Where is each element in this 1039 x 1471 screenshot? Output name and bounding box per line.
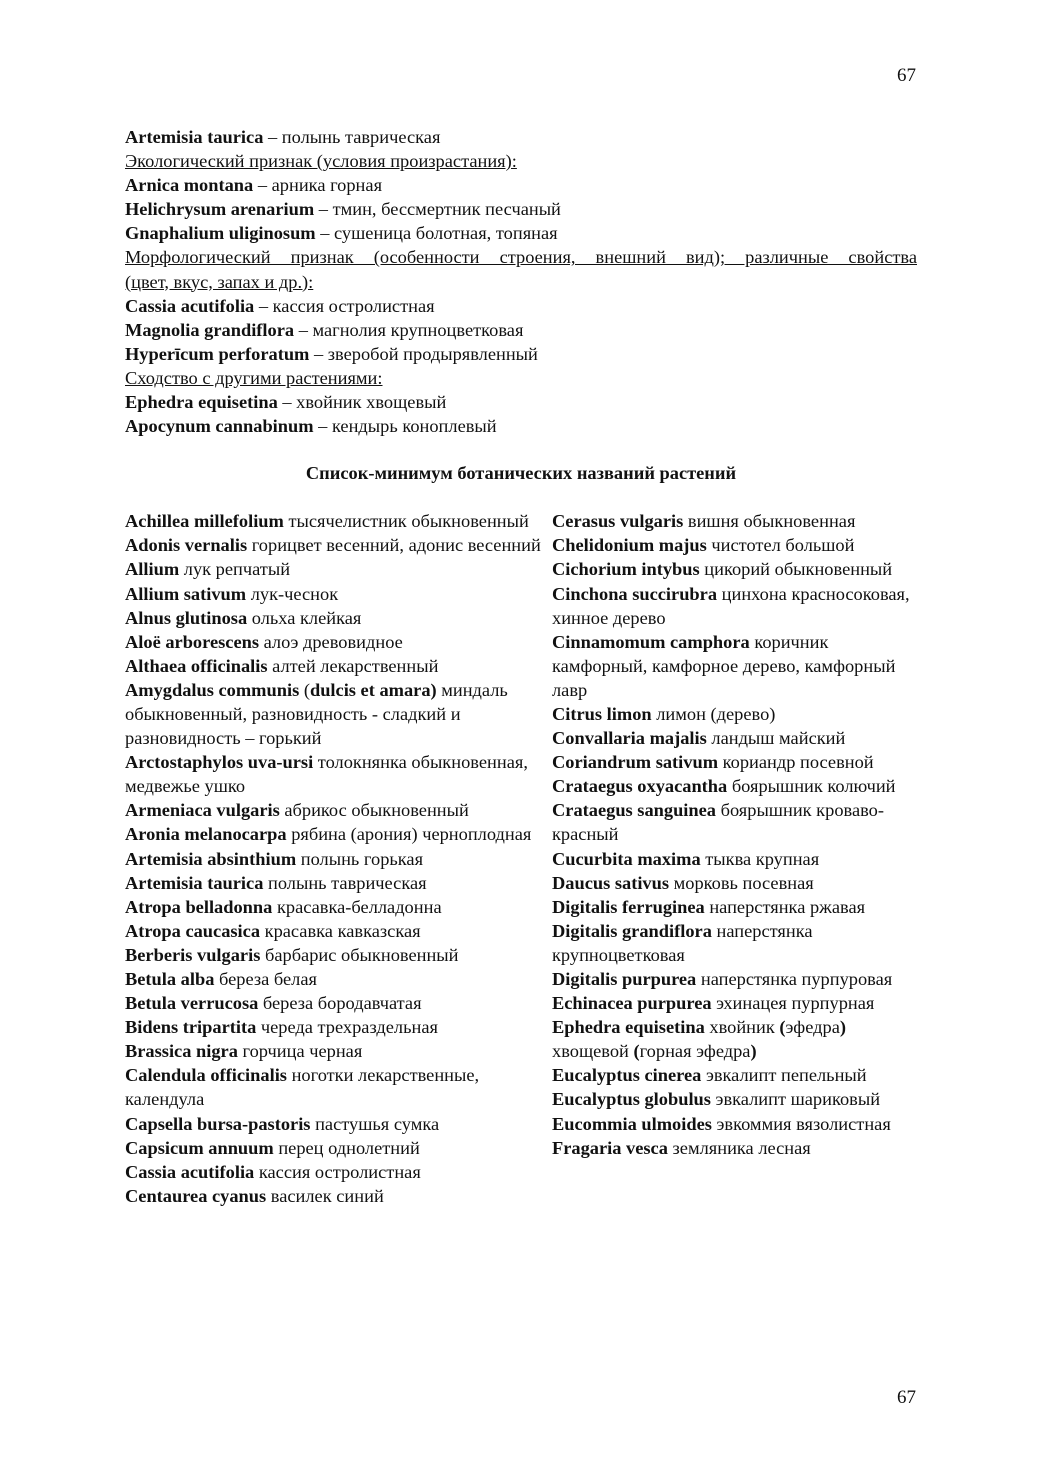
common-name: – кендырь коноплевый [313,416,497,437]
common-name: боярышник кроваво-красный [552,800,884,845]
plant-entry [552,1063,917,1087]
latin-name: Apocynum cannabinum [125,416,314,437]
latin-name: Aronia melanocarpa [125,824,287,845]
latin-name-part: ( [779,1017,786,1038]
common-name: горицвет весенний, адонис весенний [247,535,541,556]
plant-entry [125,557,552,581]
common-name: горчица черная [237,1041,363,1062]
latin-name: Achillea millefolium [125,511,284,532]
latin-name: Cucurbita maxima [552,848,701,869]
intro-entry [125,342,917,366]
intro-entry [125,414,917,438]
plant-entry [125,654,552,678]
latin-name: Bidens tripartita [125,1017,257,1038]
latin-name: Artemisia taurica [125,127,264,147]
intro-entry [125,221,917,245]
latin-name: Adonis vernalis [125,535,248,556]
latin-name: Centaurea cyanus [125,1185,267,1206]
common-name: – магнолия крупноцветковая [294,319,524,340]
latin-name: Allium [125,559,180,580]
latin-name: Gnaphalium uliginosum [125,223,316,244]
latin-name: Cinnamomum camphora [552,631,750,652]
plant-entry [552,630,917,702]
latin-name: Ephedra equisetina [125,392,278,413]
plant-entry [125,847,552,871]
intro-entry [125,197,917,221]
common-name: абрикос обыкновенный [279,800,469,821]
page-content [125,125,917,1208]
intro-entry [125,125,917,149]
latin-name: Coriandrum sativum [552,752,719,773]
plant-entry [552,1015,917,1063]
latin-name: Citrus limon [552,703,652,724]
common-name: – зверобой продырявленный [309,343,538,364]
common-name: лимон (дерево) [651,703,776,724]
common-name: тыква крупная [700,848,820,869]
latin-name: Cassia acutifolia [125,295,255,316]
intro-entry [125,173,917,197]
latin-name: Crataegus oxyacantha [552,776,728,797]
common-name: – арника горная [253,175,383,196]
common-name: пастушья сумка [310,1113,440,1134]
plant-entry [125,1160,552,1184]
latin-name: Fragaria vesca [552,1137,668,1158]
plant-entry [552,726,917,750]
plant-entry [125,967,552,991]
common-name-part: хвощевой [552,1041,634,1062]
plant-entry [552,509,917,533]
page-number-top: 67 [897,65,916,86]
common-name: полынь таврическая [263,872,427,893]
plant-entry [552,798,917,846]
latin-name: Hyperīcum perforatum [125,343,310,364]
plant-entry [125,1136,552,1160]
plant-entry [125,630,552,654]
plant-entry [125,678,552,750]
latin-name: Brassica nigra [125,1041,238,1062]
plant-entry [125,1184,552,1208]
feature-heading: (цвет, вкус, запах и др.): [125,271,314,292]
plant-entry [552,847,917,871]
common-name: лук-чеснок [246,583,339,604]
latin-name: Artemisia taurica [125,872,264,893]
common-name: ( [299,679,310,700]
latin-name: Convallaria majalis [552,728,707,749]
latin-name: Betula verrucosa [125,993,259,1014]
common-name: рябина (арония) черноплодная [286,824,532,845]
plant-entry [125,606,552,630]
plant-entry [552,991,917,1015]
common-name: кориандр посевной [718,752,874,773]
latin-name: Cinchona succirubra [552,583,718,604]
plant-entry [552,871,917,895]
latin-name: Capsella bursa-pastoris [125,1113,311,1134]
latin-name: Armeniaca vulgaris [125,800,280,821]
common-name: земляника лесная [667,1137,811,1158]
plant-entry [125,1112,552,1136]
intro-section [125,125,917,438]
common-name: эвкалипт пепельный [701,1065,867,1086]
common-name: наперстянка крупноцветковая [552,920,813,965]
common-name: наперстянка пурпуровая [696,969,893,989]
common-name: цинхона красносоковая, хинное дерево [552,583,910,628]
latin-name: Berberis vulgaris [125,944,261,965]
latin-name: Cerasus vulgaris [552,511,684,532]
common-name: красавка кавказская [260,920,421,941]
plant-entry [552,1087,917,1111]
latin-name: Crataegus sanguinea [552,800,716,821]
plant-entry [552,533,917,557]
plant-entry [125,895,552,919]
feature-heading: Морфологический признак (особенности строения, внешний вид); различные свойства [125,247,917,268]
latin-name: Digitalis ferruginea [552,896,705,917]
common-name: эхинацея пурпурная [711,993,875,1014]
common-name-part: миндаль обыкновенный, разновидность - сладкий и разновидность – горький [125,679,508,749]
common-name: ольха клейкая [247,607,362,628]
plant-entry [125,582,552,606]
latin-name: Calendula officinalis [125,1065,287,1086]
common-name: морковь посевная [669,872,814,893]
common-name: вишня обыкновенная [683,511,856,532]
plant-entry [552,895,917,919]
common-name: береза белая [214,969,317,989]
plant-entry [125,1063,552,1111]
plant-entry [552,702,917,726]
latin-name: Ephedra equisetina [552,1017,705,1038]
common-name: боярышник колючий [727,776,896,797]
common-name: наперстянка ржавая [704,896,866,917]
plant-entry [125,1039,552,1063]
common-name: хвойник [704,1017,780,1038]
plant-entry [552,774,917,798]
latin-name: Eucommia ulmoides [552,1113,712,1134]
latin-name: Aloё arborescens [125,631,259,652]
common-name: коричник камфорный, камфорное дерево, камфорный лавр [552,631,896,700]
common-name: перец однолетний [273,1137,420,1158]
common-name: чистотел большой [706,535,855,556]
common-name: – тмин, бессмертник песчаный [314,199,561,220]
common-name: ландыш майский [706,728,846,749]
common-name: алоэ древовидное [259,631,403,652]
plant-list [125,509,917,1208]
plant-entry [125,822,552,846]
list-title: Список-минимум ботанических названий растений [305,463,737,484]
feature-heading: Сходство с другими растениями: [125,367,383,388]
page-number-bottom: 67 [897,1387,916,1408]
plant-entry [552,582,917,630]
latin-name: Alnus glutinosa [125,607,248,628]
common-name: лук репчатый [179,559,291,580]
latin-name: Chelidonium majus [552,535,707,556]
latin-name-part: ) [750,1041,757,1062]
plant-entry [125,798,552,822]
common-name: полынь горькая [296,848,424,869]
intro-entry [125,294,917,318]
latin-name: Allium sativum [125,583,247,604]
common-name: – хвойник хвощевый [277,392,447,413]
latin-name: Digitalis purpurea [552,969,697,989]
intro-entry [125,390,917,414]
latin-name: Atropa belladonna [125,896,273,917]
latin-name-part: dulcis et amara) [309,679,437,700]
plant-entry [552,557,917,581]
latin-name: Digitalis grandiflora [552,920,712,941]
plant-list-left-column [125,509,552,1208]
plant-entry [552,967,917,991]
plant-entry [552,1136,917,1160]
common-name: – сушеница болотная, топяная [315,223,558,244]
plant-entry [125,750,552,798]
latin-name: Cichorium intybus [552,559,700,580]
common-name: кассия остролистная [254,1161,421,1182]
common-name-part: горная эфедра [639,1041,751,1062]
intro-entry [125,318,917,342]
plant-entry [552,750,917,774]
plant-entry [125,943,552,967]
common-name: береза бородавчатая [258,993,422,1014]
common-name: ноготки лекарственные, календула [125,1065,480,1110]
common-name: тысячелистник обыкновенный [283,511,529,532]
common-name: эвкоммия вязолистная [711,1113,891,1134]
plant-entry [125,919,552,943]
latin-name: Helichrysum arenarium [125,199,315,220]
common-name: цикорий обыкновенный [699,559,893,580]
latin-name: Echinacea purpurea [552,993,712,1014]
plant-entry [125,871,552,895]
plant-entry [552,1112,917,1136]
plant-list-right-column [552,509,917,1208]
common-name: барбарис обыкновенный [260,944,459,965]
latin-name: Eucalyptus globulus [552,1089,711,1110]
common-name: – кассия остролистная [254,295,435,316]
latin-name-part: ) [839,1017,846,1038]
plant-entry [125,991,552,1015]
latin-name: Amygdalus communis [125,679,300,700]
latin-name: Atropa caucasica [125,920,261,941]
latin-name: Althaea officinalis [125,655,268,676]
common-name: толокнянка обыкновенная, медвежье ушко [125,752,528,797]
latin-name: Cassia acutifolia [125,1161,255,1182]
plant-entry [552,919,917,967]
common-name: красавка-белладонна [272,896,442,917]
plant-entry [125,533,552,557]
feature-heading: Экологический признак (условия произрастания): [125,151,517,172]
latin-name: Betula alba [125,969,215,989]
latin-name: Capsicum annuum [125,1137,274,1158]
latin-name: Artemisia absinthium [125,848,297,869]
latin-name: Magnolia grandiflora [125,319,295,340]
latin-name: Arnica montana [125,175,254,196]
common-name: череда трехраздельная [256,1017,438,1038]
latin-name: Eucalyptus cinerea [552,1065,702,1086]
common-name: эвкалипт шариковый [710,1089,881,1110]
plant-entry [125,509,552,533]
common-name: алтей лекарственный [267,655,439,676]
latin-name-part: ( [633,1041,640,1062]
plant-entry [125,1015,552,1039]
latin-name: Arctostaphylos uva-ursi [125,752,314,773]
latin-name: Daucus sativus [552,872,670,893]
common-name: – полынь таврическая [263,127,441,147]
common-name-part: эфедра [785,1017,840,1038]
common-name: василек синий [266,1185,384,1206]
